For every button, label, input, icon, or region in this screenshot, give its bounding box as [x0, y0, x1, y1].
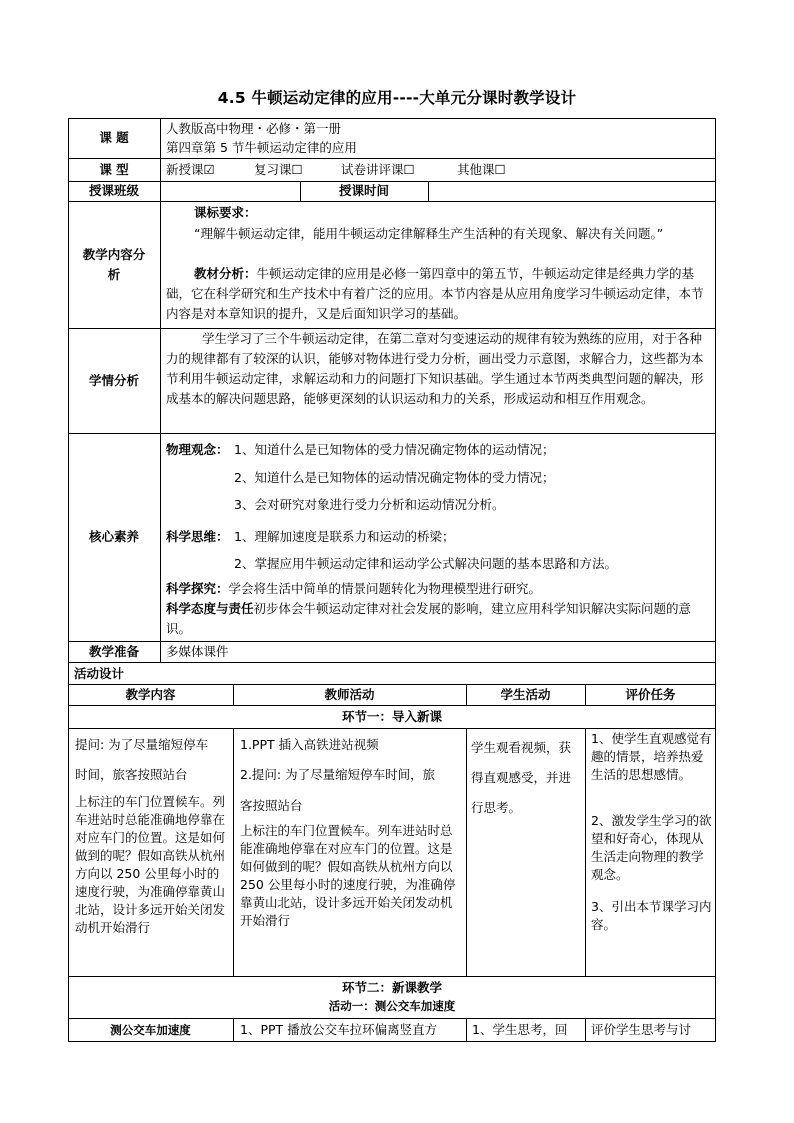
section1-teacher-2b: 客按照站台 — [240, 798, 303, 813]
section1-teacher-2a: 2.提问: 为了尽量缩短停车时间，旅 — [240, 767, 436, 782]
section2-student: 1、学生思考，回 — [472, 1022, 568, 1037]
standard-text: “理解牛顿运动定律，能用牛顿运动定律解释生产生活种的有关现象、解决有关问题。” — [194, 226, 664, 241]
section1-eval-1: 1、使学生直观感觉有趣的情景，培养热爱生活的思想感情。 — [591, 731, 712, 782]
section1-eval-2: 2、激发学生学习的欲望和好奇心，体现从生活走向物理的教学观念。 — [591, 813, 712, 882]
inquiry-head: 科学探究： — [166, 581, 229, 596]
section2-eval: 评价学生思考与讨 — [591, 1022, 692, 1037]
section2-activity-title: 活动一：测公交车加速度 — [328, 999, 456, 1013]
page-title: 4.5 牛顿运动定律的应用----大单元分课时教学设计 — [217, 89, 577, 107]
material-text: 牛顿运动定律的应用是必修一第四章中的第五节，牛顿运动定律是经典力学的基础，它在科学研究和生产技术中有着广泛的应用。本节内容是从应用角度学习牛顿运动定律，本节内容是对本章知识的提升，又是后面知识学习的基础。 — [166, 266, 704, 321]
content-analysis-label-2: 析 — [107, 267, 121, 282]
section1-content-body: 上标注的车门位置候车。列车进站时总能准确地停靠在对应车门的位置。这是如何做到的呢？假如高铁从杭州方向以 250 公里每小时的速度行驶，为准确停靠黄山北站，设计多远开始关闭发动机开始滑行 — [75, 794, 226, 935]
section1-title: 环节一：导入新课 — [341, 709, 442, 724]
section1-eval-3: 3、引出本节课学习内容。 — [591, 899, 712, 932]
section1-teacher-body: 上标注的车门位置候车。列车进站时总能准确地停靠在对应车门的位置。这是如何做到的呢？假如高铁从杭州方向以 250 公里每小时的速度行驶，为准确停靠黄山北站，设计多远开始关闭发动机开始滑行 — [240, 823, 456, 928]
standard-head: 课标要求： — [194, 205, 257, 220]
type-option-exam: 试卷讲评课☐ — [341, 162, 415, 177]
student-analysis-label: 学情分析 — [88, 373, 139, 388]
type-option-other: 其他课☐ — [457, 162, 506, 177]
section1-content-q2: 时间，旅客按照站台 — [75, 767, 188, 782]
section1-teacher-1: 1.PPT 插入高铁进站视频 — [240, 737, 379, 752]
activity-design-label: 活动设计 — [74, 666, 125, 681]
thinking-item-1: 1、理解加速度是联系力和运动的桥梁； — [234, 529, 455, 544]
thinking-item-2: 2、掌握应用牛顿运动定律和运动学公式解决问题的基本思路和方法。 — [234, 556, 617, 571]
physics-item-3: 3、会对研究对象进行受力分析和运动情况分析。 — [234, 497, 505, 512]
content-analysis-label-1: 教学内容分 — [82, 247, 146, 262]
physics-head: 物理观念： — [166, 442, 229, 457]
preparation-value: 多媒体课件 — [166, 644, 229, 659]
header-content: 教学内容 — [125, 687, 176, 702]
preparation-label: 教学准备 — [88, 644, 139, 659]
attitude-text: 初步体会牛顿运动定律对社会发展的影响，建立应用科学知识解决实际问题的意识。 — [166, 601, 692, 636]
course-label: 课 题 — [99, 130, 129, 145]
type-option-review: 复习课☐ — [254, 162, 303, 177]
core-literacy-label: 核心素养 — [88, 529, 139, 544]
section2-teacher: 1、PPT 播放公交车拉环偏离竖直方 — [240, 1022, 438, 1037]
material-paragraph — [166, 264, 712, 324]
section1-student-text: 学生观看视频，获得直观感受，并进行思考。 — [471, 740, 572, 815]
attitude-paragraph — [166, 599, 712, 639]
type-label: 课 型 — [99, 162, 129, 177]
inquiry-text: 学会将生活中简单的情景问题转化为物理模型进行研究。 — [228, 581, 542, 596]
physics-item-1: 1、知道什么是已知物体的受力情况确定物体的运动情况； — [234, 442, 555, 457]
attitude-head: 科学态度与责任 — [166, 601, 254, 616]
course-line1: 人教版高中物理・必修・第一册 — [166, 121, 342, 136]
header-student: 学生活动 — [500, 687, 551, 702]
course-line2: 第四章第 5 节牛顿运动定律的应用 — [166, 140, 357, 155]
section1-content-q1: 提问: 为了尽量缩短停车 — [75, 737, 209, 752]
class-label: 授课班级 — [88, 183, 139, 198]
type-option-new: 新授课☑ — [166, 162, 215, 177]
thinking-head: 科学思维： — [166, 529, 229, 544]
physics-item-2: 2、知道什么是已知物体的运动情况确定物体的受力情况； — [234, 470, 555, 485]
inquiry-line — [166, 580, 541, 597]
section2-content: 测公交车加速度 — [110, 1023, 191, 1037]
header-evaluation: 评价任务 — [625, 687, 676, 702]
material-head: 教材分析： — [194, 266, 257, 281]
student-analysis-text: 学生学习了三个牛顿运动定律，在第二章对匀变速运动的规律有较为熟练的应用，对于各种力的规律都有了较深的认识，能够对物体进行受力分析，画出受力示意图，求解合力，这些都为本节利用牛顿运动定律，求解运动和力的问题打下知识基础。学生通过本节两类典型问题的解决，形成基本的解决问题思路，能够更深刻的认识运动和力的关系，形成运动和相互作用观念。 — [166, 331, 704, 406]
section2-title: 环节二：新课教学 — [341, 980, 442, 995]
header-teacher: 教师活动 — [324, 687, 375, 702]
time-label: 授课时间 — [338, 183, 389, 198]
